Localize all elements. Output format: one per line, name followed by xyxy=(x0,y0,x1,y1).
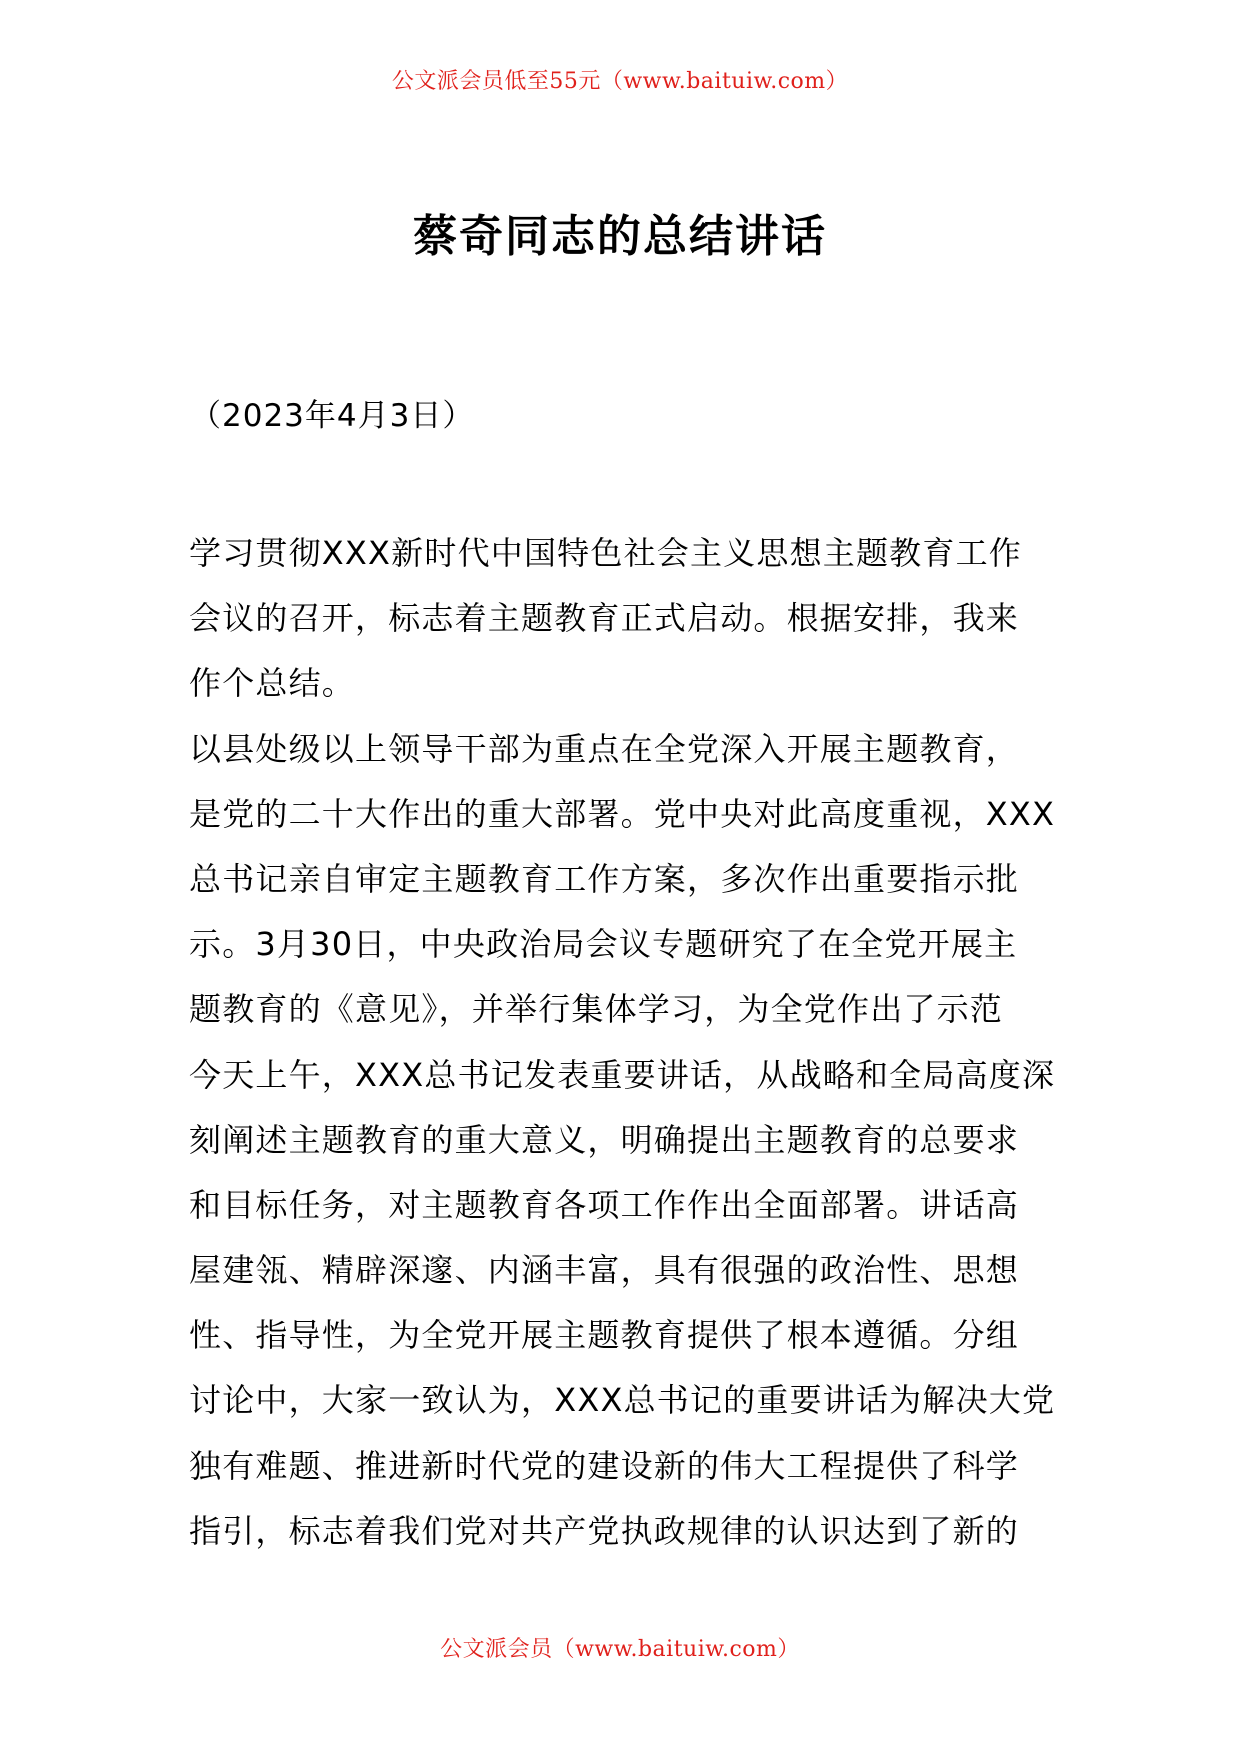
body-line: 以县处级以上领导干部为重点在全党深入开展主题教育， xyxy=(189,729,1020,768)
body-line: 作个总结。 xyxy=(189,664,356,703)
body-line: 学习贯彻XXX新时代中国特色社会主义思想主题教育工作 xyxy=(189,534,1022,572)
body-line: 和目标任务，对主题教育各项工作作出全面部署。讲话高 xyxy=(189,1185,1020,1224)
body-line: 指引，标志着我们党对共产党执政规律的认识达到了新的 xyxy=(189,1511,1020,1550)
body-line: 性、指导性，为全党开展主题教育提供了根本遵循。分组 xyxy=(189,1316,1020,1355)
body-line: 会议的召开，标志着主题教育正式启动。根据安排，我来 xyxy=(189,599,1020,638)
body-line: 屋建瓴、精辟深邃、内涵丰富，具有很强的政治性、思想 xyxy=(189,1251,1020,1290)
header-watermark-banner: 公文派会员低至55元（www.baituiw.com） xyxy=(391,69,849,94)
body-line: 刻阐述主题教育的重大意义，明确提出主题教育的总要求 xyxy=(189,1120,1020,1159)
body-line: 总书记亲自审定主题教育工作方案，多次作出重要指示批 xyxy=(189,859,1020,898)
document-date: （2023年4月3日） xyxy=(190,398,475,434)
body-line: 示。3月30日，中央政治局会议专题研究了在全党开展主 xyxy=(189,925,1018,964)
body-line: 是党的二十大作出的重大部署。党中央对此高度重视，XXX xyxy=(189,794,1056,833)
body-line: 讨论中，大家一致认为，XXX总书记的重要讲话为解决大党 xyxy=(189,1381,1056,1420)
document-body xyxy=(189,521,1059,1564)
document-title: 蔡奇同志的总结讲话 xyxy=(413,211,827,262)
footer-watermark-banner: 公文派会员（www.baituiw.com） xyxy=(440,1637,800,1662)
body-line: 独有难题、推进新时代党的建设新的伟大工程提供了科学 xyxy=(189,1446,1020,1485)
body-line: 今天上午，XXX总书记发表重要讲话，从战略和全局高度深 xyxy=(189,1055,1056,1094)
body-line: 题教育的《意见》，并举行集体学习，为全党作出了示范 xyxy=(189,990,1004,1029)
